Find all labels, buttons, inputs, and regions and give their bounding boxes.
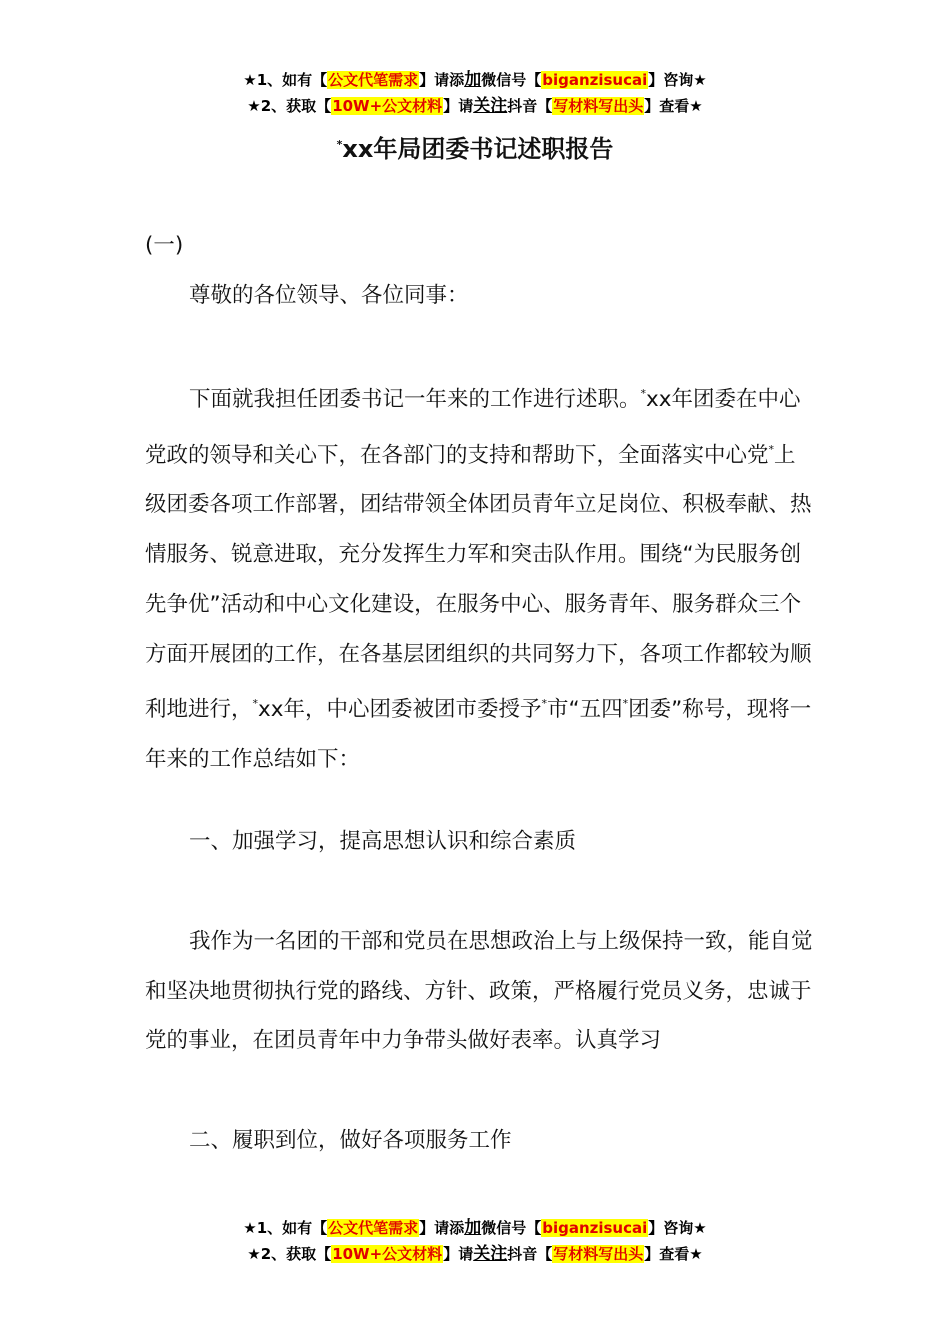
paragraph-text: xx年团委在中心党政的领导和关心下，在各部门的支持和帮助下，全面落实中心党 xyxy=(145,387,801,468)
promo-highlight: 写材料写出头 xyxy=(553,1245,644,1263)
section-heading-1: 一、加强学习，提高思想认识和综合素质 xyxy=(189,829,577,854)
promo-text: 】请添 xyxy=(419,1219,465,1237)
promo-highlight: biganzisucai xyxy=(542,1219,648,1237)
title-mark: * xyxy=(336,138,343,151)
redaction-mark: * xyxy=(768,442,775,456)
promo-text: 】请 xyxy=(443,1245,474,1263)
document-title xyxy=(0,128,950,166)
promo-text: 】请 xyxy=(443,97,474,115)
promo-highlight: biganzisucai xyxy=(542,71,648,89)
promo-emphasis: 关注 xyxy=(473,1244,508,1264)
section-heading-2: 二、履职到位，做好各项服务工作 xyxy=(189,1128,512,1153)
promo-text: ★1、如有【 xyxy=(243,71,328,89)
promo-text: 】请添 xyxy=(419,71,465,89)
promo-text: 】查看★ xyxy=(644,1245,703,1263)
redaction-mark: * xyxy=(640,387,647,400)
promo-highlight: 10W+公文材料 xyxy=(332,1245,443,1263)
header-promo-line-1 xyxy=(0,67,950,93)
promo-highlight: 公文代笔需求 xyxy=(328,71,419,89)
salutation: 尊敬的各位领导、各位同事： xyxy=(189,283,469,308)
section-marker: (一) xyxy=(145,233,184,258)
promo-emphasis: 加 xyxy=(464,70,482,90)
promo-text: 抖音【 xyxy=(507,1245,553,1263)
promo-highlight: 公文代笔需求 xyxy=(328,1219,419,1237)
promo-highlight: 10W+公文材料 xyxy=(332,97,443,115)
footer-promo xyxy=(0,1215,950,1267)
title-text: xx年局团委书记述职报告 xyxy=(342,135,614,163)
redaction-mark: * xyxy=(541,697,547,711)
promo-text: 微信号【 xyxy=(481,1219,542,1237)
header-promo-line-2 xyxy=(0,93,950,119)
header-promo xyxy=(0,67,950,119)
paragraph-text: 上级团委各项工作部署，团结带领全体团员青年立足岗位、积极奉献、热情服务、锐意进取，充分发挥生力军和突击队作用。围绕“为民服务创先争优”活动和中心文化建设，在服务中心、服务青年、服务群众三个方面开展团的工作，在各基层团组织的共同努力下，各项工作都较为顺利地进行， xyxy=(145,442,812,723)
redaction-mark: * xyxy=(622,697,629,711)
paragraph-text: 团委”称号，现将一年来的工作总结如下： xyxy=(145,697,812,772)
paragraph-study: 我作为一名团的干部和党员在思想政治上与上级保持一致，能自觉和坚决地贯彻执行党的路线、方针、政策，严格履行党员义务，忠诚于党的事业，在团员青年中力争带头做好表率。认真学习 xyxy=(145,929,813,1054)
promo-text: 微信号【 xyxy=(481,71,542,89)
footer-promo-line-2 xyxy=(0,1241,950,1267)
promo-text: 抖音【 xyxy=(507,97,553,115)
promo-text: ★1、如有【 xyxy=(243,1219,328,1237)
promo-highlight: 写材料写出头 xyxy=(553,97,644,115)
promo-emphasis: 加 xyxy=(464,1218,482,1238)
paragraph-text: xx年，中心团委被团市委授予 xyxy=(258,697,542,723)
paragraph-intro xyxy=(145,369,815,785)
redaction-mark: * xyxy=(252,697,259,711)
footer-promo-line-1 xyxy=(0,1215,950,1241)
promo-text: ★2、获取【 xyxy=(247,97,332,115)
paragraph-text: 下面就我担任团委书记一年来的工作进行述职。 xyxy=(189,387,641,412)
promo-text: 】咨询★ xyxy=(648,71,707,89)
promo-text: 】查看★ xyxy=(644,97,703,115)
paragraph-text: 市“五四 xyxy=(546,697,623,723)
promo-emphasis: 关注 xyxy=(473,96,508,116)
promo-text: 】咨询★ xyxy=(648,1219,707,1237)
promo-text: ★2、获取【 xyxy=(247,1245,332,1263)
